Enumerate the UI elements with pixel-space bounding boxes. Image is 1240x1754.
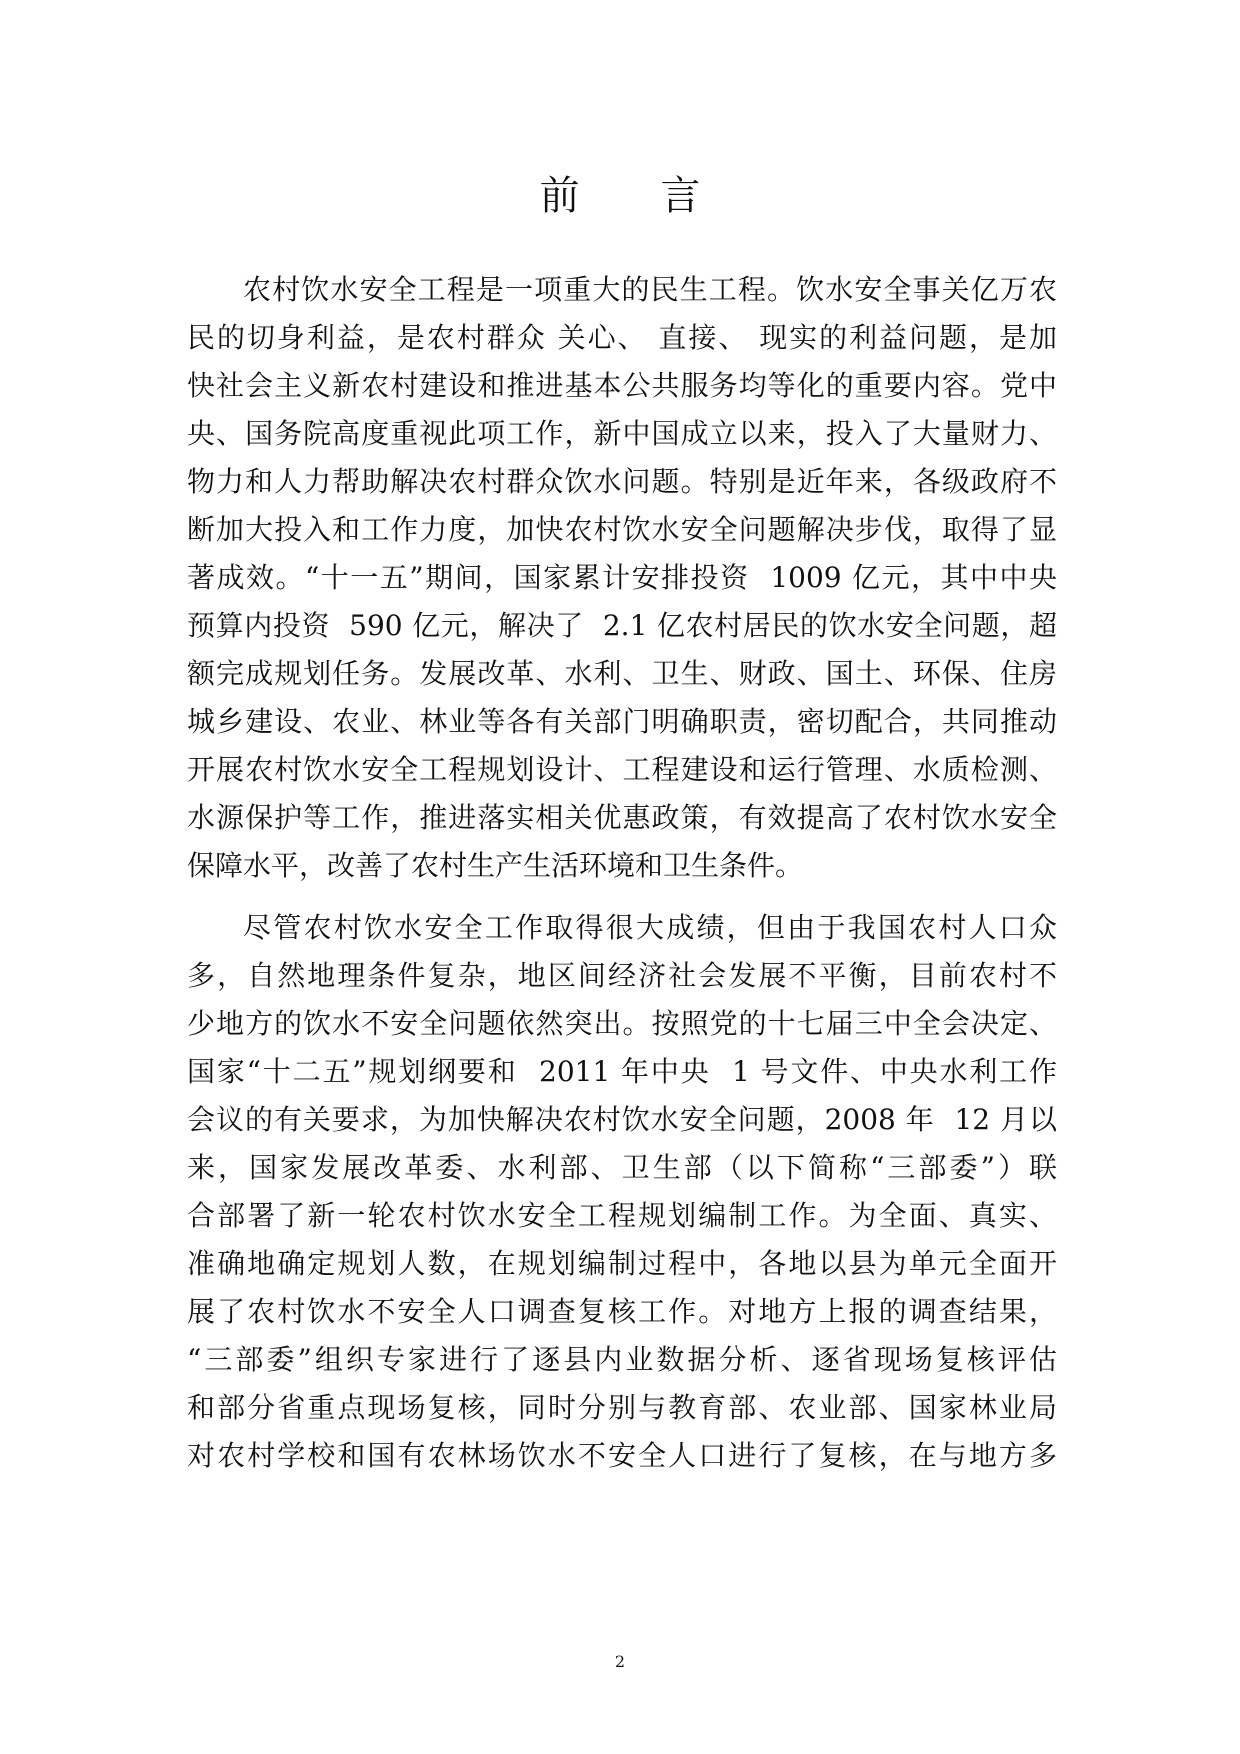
text-line: 农村饮水安全工程是一项重大的民生工程。饮水安全事关亿万农 (243, 273, 1057, 306)
paragraph-2 (187, 904, 1057, 1480)
text-line: 少地方的饮水不安全问题依然突出。按照党的十七届三中全会决定、 (187, 1007, 1057, 1040)
text-line: 快社会主义新农村建设和推进基本公共服务均等化的重要内容。党中 (187, 369, 1057, 402)
text-line: 来，国家发展改革委、水利部、卫生部（以下简称“三部委”）联 (187, 1151, 1057, 1184)
text-line: 额完成规划任务。发展改革、水利、卫生、财政、国土、环保、住房 (187, 657, 1057, 690)
text-line: 准确地确定规划人数，在规划编制过程中，各地以县为单元全面开 (187, 1247, 1057, 1280)
text-line: 会议的有关要求，为加快解决农村饮水安全问题，2008 年 12 月以 (187, 1103, 1057, 1136)
text-line: 合部署了新一轮农村饮水安全工程规划编制工作。为全面、真实、 (187, 1199, 1057, 1232)
text-line: 预算内投资 590 亿元，解决了 2.1 亿农村居民的饮水安全问题，超 (187, 609, 1057, 642)
text-line: 和部分省重点现场复核，同时分别与教育部、农业部、国家林业局 (187, 1391, 1057, 1424)
text-line: 水源保护等工作，推进落实相关优惠政策，有效提高了农村饮水安全 (187, 801, 1057, 834)
text-line: 央、国务院高度重视此项工作，新中国成立以来，投入了大量财力、 (187, 417, 1057, 450)
text-line: 国家“十二五”规划纲要和 2011 年中央 1 号文件、中央水利工作 (187, 1055, 1057, 1088)
text-line: 民的切身利益，是农村群众 关心、 直接、 现实的利益问题，是加 (187, 321, 1057, 354)
text-line: 城乡建设、农业、林业等各有关部门明确职责，密切配合，共同推动 (187, 705, 1057, 738)
text-line: 开展农村饮水安全工程规划设计、工程建设和运行管理、水质检测、 (187, 753, 1057, 786)
page-number: 2 (614, 1652, 626, 1671)
text-line: 尽管农村饮水安全工作取得很大成绩，但由于我国农村人口众 (243, 911, 1057, 944)
text-line: 展了农村饮水不安全人口调查复核工作。对地方上报的调查结果， (187, 1295, 1057, 1328)
text-line: 著成效。“十一五”期间，国家累计安排投资 1009 亿元，其中中央 (187, 561, 1057, 594)
page-title: 前 言 (539, 173, 735, 219)
paragraph-1 (187, 266, 1057, 890)
document-body (187, 266, 1057, 1480)
text-line: 断加大投入和工作力度，加快农村饮水安全问题解决步伐，取得了显 (187, 513, 1057, 546)
text-line: 对农村学校和国有农林场饮水不安全人口进行了复核，在与地方多 (187, 1439, 1057, 1472)
text-line: 多，自然地理条件复杂，地区间经济社会发展不平衡，目前农村不 (187, 959, 1057, 992)
text-line: 保障水平，改善了农村生产生活环境和卫生条件。 (187, 849, 804, 882)
paragraph-spacer (187, 890, 1057, 904)
text-line: 物力和人力帮助解决农村群众饮水问题。特别是近年来，各级政府不 (187, 465, 1057, 498)
text-line: “三部委”组织专家进行了逐县内业数据分析、逐省现场复核评估 (187, 1343, 1057, 1376)
